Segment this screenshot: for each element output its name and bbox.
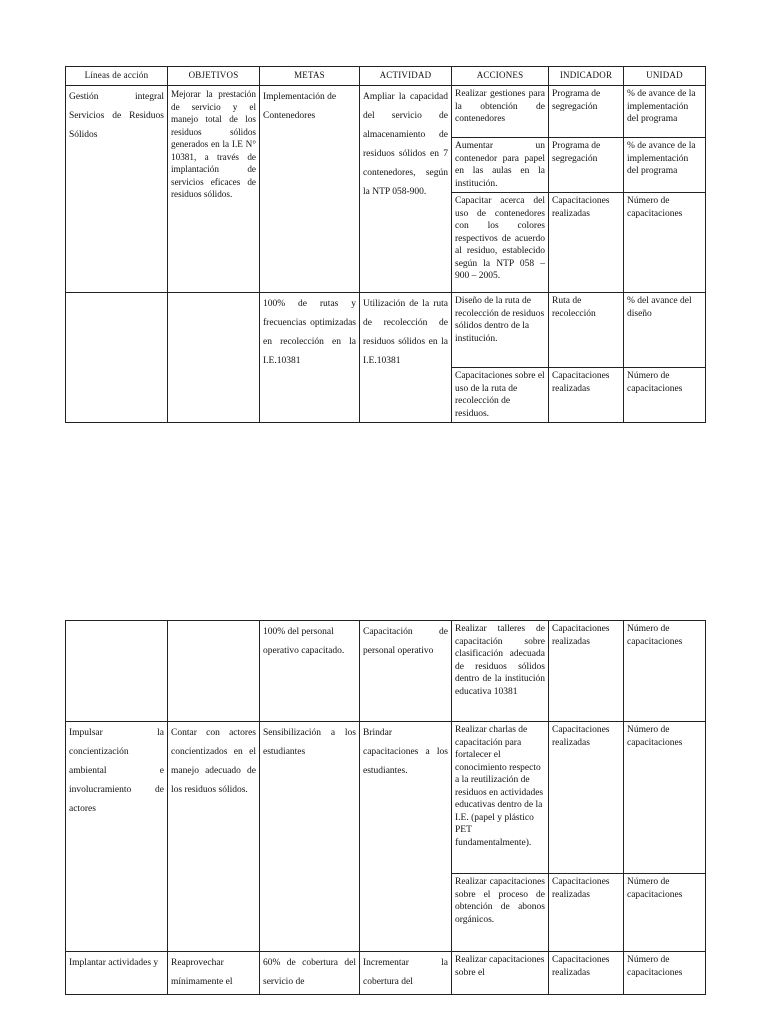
table-row bbox=[66, 86, 706, 138]
table-row bbox=[66, 621, 706, 722]
accion-cell: Realizar gestiones para la obtención de contenedores bbox=[452, 86, 549, 138]
accion-cell: Realizar charlas de capacitación para fortalecer el conocimiento respecto a la reutilización de residuos en actividades educativas dentro de la I.E. (papel y plástico PET fundamentalmente). bbox=[452, 722, 549, 874]
objetivo-cell-empty bbox=[168, 293, 260, 423]
accion-cell: Capacitar acerca del uso de contenedores con los colores respectivos de acuerdo al residuo, establecido según la NTP 058 – 900 – 2005. bbox=[452, 193, 549, 293]
actividad-cell: Ampliar la capacidad del servicio de almacenamiento de residuos sólidos en 7 contenedores, según la NTP 058-900. bbox=[360, 86, 452, 293]
linea-cell: Implantar actividades y bbox=[66, 952, 168, 995]
accion-cell: Aumentar un contenedor para papel en las aulas en la institución. bbox=[452, 138, 549, 193]
header-lineas: Líneas de acción bbox=[66, 67, 168, 86]
meta-cell: Sensibilización a los estudiantes bbox=[260, 722, 360, 952]
actividad-cell: Capacitación de personal operativo bbox=[360, 621, 452, 722]
unidad-cell: Número de capacitaciones bbox=[624, 952, 706, 995]
accion-cell: Realizar capacitaciones sobre el bbox=[452, 952, 549, 995]
indicador-cell: Programa de segregación bbox=[549, 86, 624, 138]
unidad-cell: Número de capacitaciones bbox=[624, 193, 706, 293]
table-row bbox=[66, 952, 706, 995]
header-metas: METAS bbox=[260, 67, 360, 86]
objetivo-cell-empty bbox=[168, 621, 260, 722]
header-objetivos: OBJETIVOS bbox=[168, 67, 260, 86]
meta-cell: Implementación de Contenedores bbox=[260, 86, 360, 293]
linea-cell-empty bbox=[66, 293, 168, 423]
actividad-cell: Incrementar la cobertura del bbox=[360, 952, 452, 995]
indicador-cell: Capacitaciones realizadas bbox=[549, 952, 624, 995]
indicador-cell: Capacitaciones realizadas bbox=[549, 722, 624, 874]
table-row bbox=[66, 722, 706, 874]
unidad-cell: Número de capacitaciones bbox=[624, 621, 706, 722]
action-plan-table-1 bbox=[65, 66, 706, 423]
linea-cell-empty bbox=[66, 621, 168, 722]
accion-cell: Capacitaciones sobre el uso de la ruta de recolección de residuos. bbox=[452, 368, 549, 423]
header-acciones: ACCIONES bbox=[452, 67, 549, 86]
unidad-cell: % de avance de la implementación del programa bbox=[624, 86, 706, 138]
accion-cell: Diseño de la ruta de recolección de residuos sólidos dentro de la institución. bbox=[452, 293, 549, 368]
table-row bbox=[66, 293, 706, 368]
actividad-cell: Brindar capacitaciones a los estudiantes. bbox=[360, 722, 452, 952]
objetivo-cell: Mejorar la prestación de servicio y el manejo total de los residuos sólidos generados en la I.E N° 10381, a través de implantación de servicios eficaces de residuos sólidos. bbox=[168, 86, 260, 293]
accion-cell: Realizar capacitaciones sobre el proceso de obtención de abonos orgánicos. bbox=[452, 874, 549, 952]
unidad-cell: % de avance de la implementación del programa bbox=[624, 138, 706, 193]
header-actividad: ACTIVIDAD bbox=[360, 67, 452, 86]
indicador-cell: Capacitaciones realizadas bbox=[549, 874, 624, 952]
unidad-cell: Número de capacitaciones bbox=[624, 722, 706, 874]
indicador-cell: Programa de segregación bbox=[549, 138, 624, 193]
actividad-cell: Utilización de la ruta de recolección de residuos sólidos en la I.E.10381 bbox=[360, 293, 452, 423]
meta-cell: 60% de cobertura del servicio de bbox=[260, 952, 360, 995]
linea-cell: Gestión integral Servicios de Residuos Sólidos bbox=[66, 86, 168, 293]
header-unidad: UNIDAD bbox=[624, 67, 706, 86]
accion-cell: Realizar talleres de capacitación sobre clasificación adecuada de residuos sólidos dentro de la institución educativa 10381 bbox=[452, 621, 549, 722]
meta-cell: 100% del personal operativo capacitado. bbox=[260, 621, 360, 722]
linea-cell: Impulsar la concientización ambiental e involucramiento de actores bbox=[66, 722, 168, 952]
meta-cell: 100% de rutas y frecuencias optimizadas en recolección en la I.E.10381 bbox=[260, 293, 360, 423]
objetivo-cell: Contar con actores concientizados en el manejo adecuado de los residuos sólidos. bbox=[168, 722, 260, 952]
indicador-cell: Capacitaciones realizadas bbox=[549, 193, 624, 293]
action-plan-table-2 bbox=[65, 620, 706, 995]
unidad-cell: % del avance del diseño bbox=[624, 293, 706, 368]
unidad-cell: Número de capacitaciones bbox=[624, 874, 706, 952]
unidad-cell: Número de capacitaciones bbox=[624, 368, 706, 423]
indicador-cell: Capacitaciones realizadas bbox=[549, 368, 624, 423]
header-row bbox=[66, 67, 706, 86]
indicador-cell: Capacitaciones realizadas bbox=[549, 621, 624, 722]
header-indicador: INDICADOR bbox=[549, 67, 624, 86]
indicador-cell: Ruta de recolección bbox=[549, 293, 624, 368]
objetivo-cell: Reaprovechar mínimamente el bbox=[168, 952, 260, 995]
